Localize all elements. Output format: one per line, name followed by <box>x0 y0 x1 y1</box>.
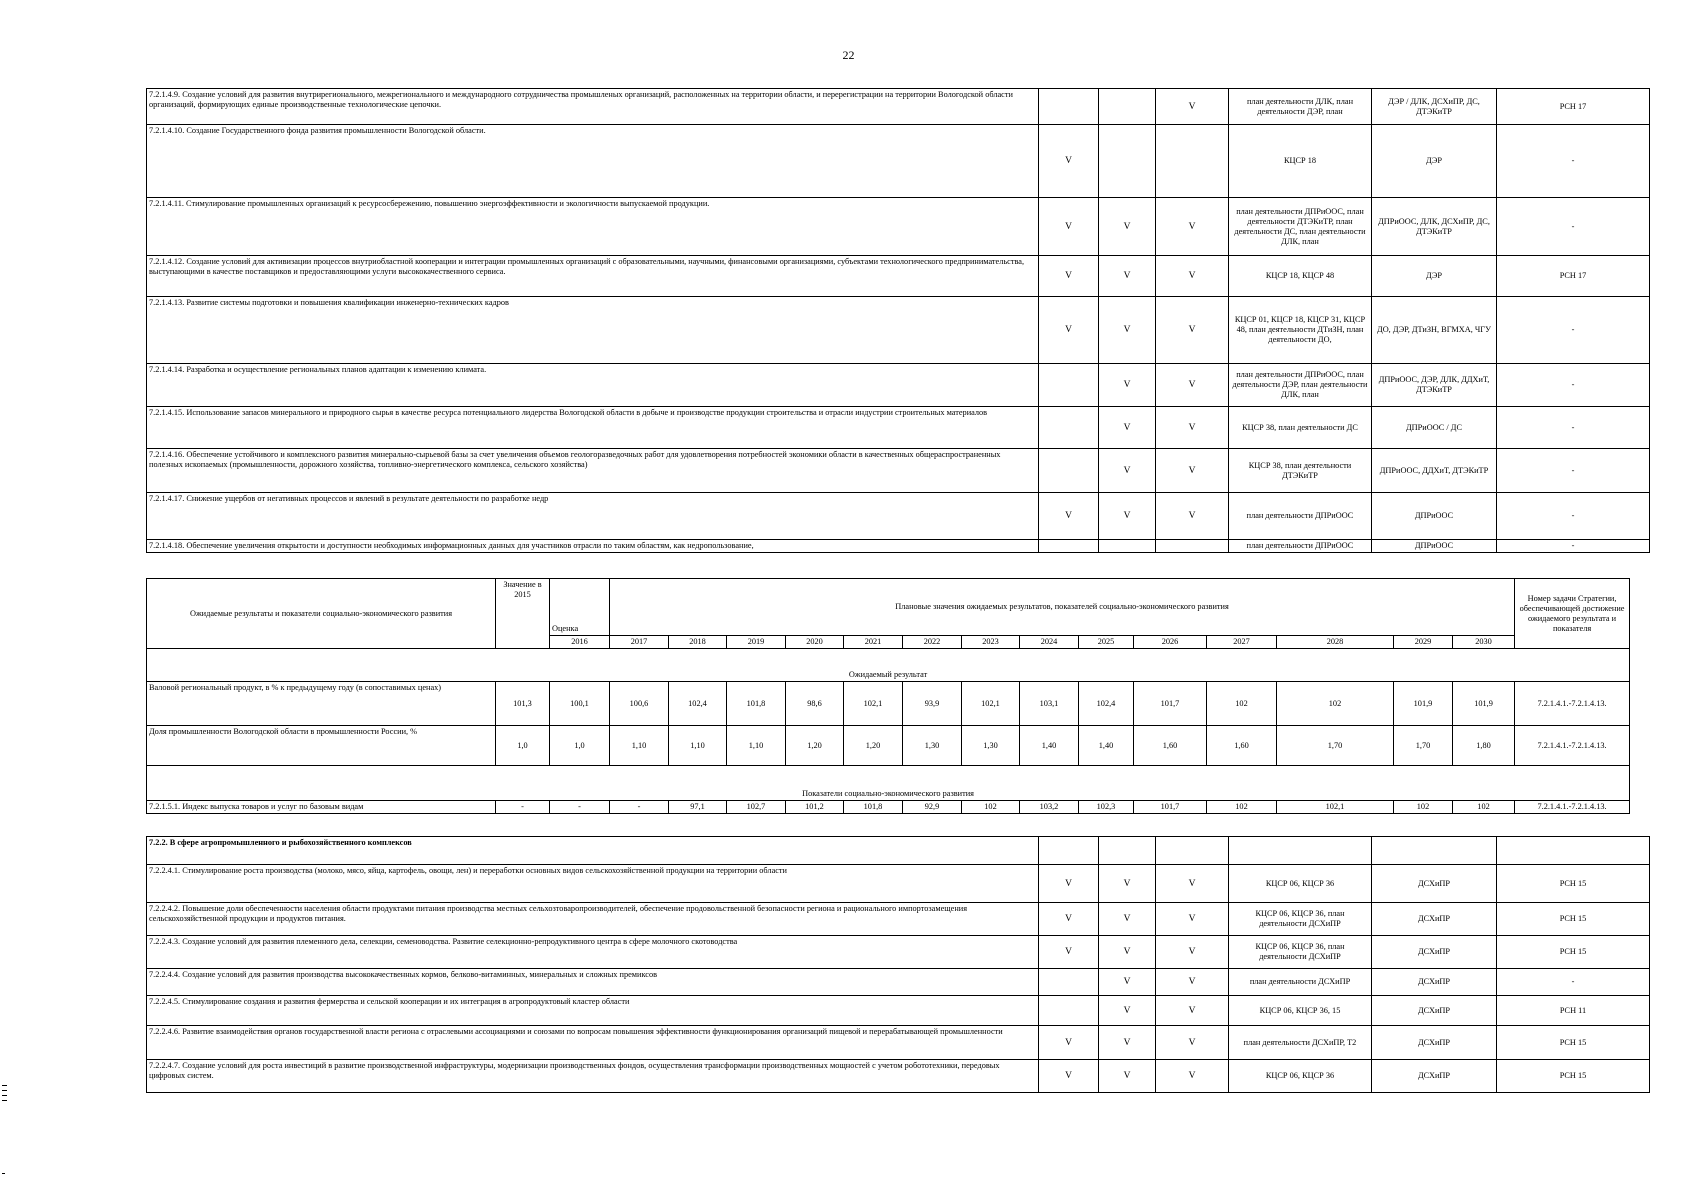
mark-2015-2020 <box>1039 407 1099 449</box>
task-number-header: Номер задачи Стратегии, обеспечивающей достижение ожидаемого результата и показателя <box>1515 579 1630 649</box>
task-risk: - <box>1497 297 1650 364</box>
task-executor: ДЭР <box>1372 256 1497 297</box>
task-executor: ДПРиООС <box>1372 493 1497 540</box>
year-header: 2016 <box>550 636 610 649</box>
mark-2026-2030: V <box>1156 449 1229 493</box>
task-source: КЦСР 06, КЦСР 36 <box>1229 865 1372 903</box>
task-risk: - <box>1497 493 1650 540</box>
year-value: 102,1 <box>1277 800 1394 813</box>
task-source: КЦСР 38, план деятельности ДТЭКиТР <box>1229 449 1372 493</box>
year-value: 101,8 <box>844 800 903 813</box>
year-value: 98,6 <box>786 682 844 726</box>
year-value: 1,60 <box>1207 726 1277 766</box>
year-header: 2019 <box>727 636 786 649</box>
task-executor: ДПРиООС / ДС <box>1372 407 1497 449</box>
year-value: 101,2 <box>786 800 844 813</box>
task-executor: ДПРиООС, ДЭР, ДЛК, ДДХиТ, ДТЭКиТР <box>1372 364 1497 407</box>
task-text: 7.2.1.4.11. Стимулирование промышленных организаций к ресурсосбережению, повышению энергоэффективности и экологичности выпускаемой продукции. <box>147 198 1039 256</box>
task-source: КЦСР 18 <box>1229 125 1372 198</box>
year-value: 1,60 <box>1134 726 1207 766</box>
task-risk: - <box>1497 969 1650 996</box>
value-2015: - <box>496 800 550 813</box>
year-header: 2018 <box>669 636 727 649</box>
task-source: КЦСР 06, КЦСР 36, 15 <box>1229 996 1372 1026</box>
task-executor: ДЭР / ДЛК, ДСХиПР, ДС, ДТЭКиТР <box>1372 89 1497 125</box>
task-source: план деятельности ДПРиООС, план деятельности ДЭР, план деятельности ДЛК, план <box>1229 364 1372 407</box>
year-value: 1,20 <box>786 726 844 766</box>
year-value: 1,70 <box>1394 726 1453 766</box>
results-label-header: Ожидаемые результаты и показатели социально-экономического развития <box>147 579 496 649</box>
task-text: 7.2.2.4.6. Развитие взаимодействия органов государственной власти региона с отраслевыми ассоциациями и союзами по вопросам повышения эффективности функционирования организаций пищевой и перерабатывающей промышленности <box>147 1026 1039 1060</box>
value-2015-header: Значение в 2015 <box>496 579 550 649</box>
task-executor: ДЭР <box>1372 125 1497 198</box>
task-source: план деятельности ДПРиООС <box>1229 493 1372 540</box>
task-executor: ДСХиПР <box>1372 865 1497 903</box>
task-text: 7.2.1.4.18. Обеспечение увеличения открытости и доступности необходимых информационных данных для участников отрасли по таким областям, как недропользование, <box>147 540 1039 553</box>
task-row <box>147 1060 1650 1093</box>
mark-2026-2030: V <box>1156 297 1229 364</box>
task-source: план деятельности ДСХиПР, Т2 <box>1229 1026 1372 1060</box>
year-value: 102 <box>1277 682 1394 726</box>
task-executor: ДО, ДЭР, ДТиЗН, ВГМХА, ЧГУ <box>1372 297 1497 364</box>
task-source: КЦСР 01, КЦСР 18, КЦСР 31, КЦСР 48, план деятельности ДТиЗН, план деятельности ДО, <box>1229 297 1372 364</box>
binding-mark <box>2 1173 5 1174</box>
task-row <box>147 969 1650 996</box>
year-value: 101,7 <box>1134 682 1207 726</box>
task-risk: - <box>1497 364 1650 407</box>
mark-2021-2025: V <box>1099 936 1156 969</box>
year-value: 102 <box>1453 800 1515 813</box>
year-value: 1,70 <box>1277 726 1394 766</box>
task-risk: РСН 17 <box>1497 256 1650 297</box>
mark-2021-2025: V <box>1099 969 1156 996</box>
task-risk: - <box>1497 198 1650 256</box>
mark-2021-2025: V <box>1099 996 1156 1026</box>
task-text: 7.2.1.4.12. Создание условий для активизации процессов внутриобластной кооперации и интеграции промышленных организаций с образовательными, научными, финансовыми организациями, субъектами технологического предпринимательства, выступающими в качестве поставщиков и предоставляющими услуги высококачественного сервиса. <box>147 256 1039 297</box>
year-value: - <box>610 800 669 813</box>
year-value: 101,9 <box>1453 682 1515 726</box>
task-executor: ДСХиПР <box>1372 903 1497 936</box>
task-source: план деятельности ДЛК, план деятельности ДЭР, план <box>1229 89 1372 125</box>
year-value: 93,9 <box>903 682 962 726</box>
task-risk: РСН 15 <box>1497 903 1650 936</box>
task-risk: - <box>1497 449 1650 493</box>
task-risk: - <box>1497 407 1650 449</box>
year-value: 102 <box>962 800 1020 813</box>
task-source: КЦСР 06, КЦСР 36, план деятельности ДСХиПР <box>1229 903 1372 936</box>
task-risk: РСН 17 <box>1497 89 1650 125</box>
mark-2015-2020 <box>1039 449 1099 493</box>
task-text: 7.2.1.4.15. Использование запасов минерального и природного сырья в качестве ресурса потенциального лидерства Вологодской области в добыче и производстве продукции строительства и отрасли индустрии строительных материалов <box>147 407 1039 449</box>
planned-values-header: Плановые значения ожидаемых результатов, показателей социально-экономического развития <box>610 579 1515 636</box>
mark-2015-2020 <box>1039 540 1099 553</box>
year-value: 1,40 <box>1079 726 1134 766</box>
indicator-row <box>147 726 1630 766</box>
year-value: 103,2 <box>1020 800 1079 813</box>
task-text: 7.2.2.4.1. Стимулирование роста производства (молоко, мясо, яйца, картофель, овощи, лен) и переработки основных видов сельскохозяйственной продукции на территории области <box>147 865 1039 903</box>
task-source: план деятельности ДПРиООС, план деятельности ДТЭКиТР, план деятельности ДС, план деятельности ДЛК, план <box>1229 198 1372 256</box>
mark-2026-2030: V <box>1156 256 1229 297</box>
year-value: 1,10 <box>727 726 786 766</box>
year-value: 1,0 <box>550 726 610 766</box>
mark-2021-2025 <box>1099 89 1156 125</box>
year-value: 1,40 <box>1020 726 1079 766</box>
indicators-label: Показатели социально-экономического развития <box>147 788 1630 801</box>
task-executor: ДСХиПР <box>1372 1026 1497 1060</box>
mark-2015-2020: V <box>1039 903 1099 936</box>
task-risk: РСН 15 <box>1497 1060 1650 1093</box>
year-value: 103,1 <box>1020 682 1079 726</box>
year-header: 2023 <box>962 636 1020 649</box>
year-value: 102,1 <box>844 682 903 726</box>
task-text: 7.2.1.4.9. Создание условий для развития внутрирегионального, межрегионального и международного сотрудничества промышленых организаций, расположенных на территории области, и перерегистрации на территории Вологодской области организаций, формирующих единые производственные технологические цепочки. <box>147 89 1039 125</box>
task-risk: - <box>1497 540 1650 553</box>
task-row <box>147 903 1650 936</box>
mark-2021-2025: V <box>1099 1026 1156 1060</box>
mark-2021-2025: V <box>1099 903 1156 936</box>
mark-2021-2025: V <box>1099 364 1156 407</box>
binding-mark <box>2 1100 7 1101</box>
year-value: 102,1 <box>962 682 1020 726</box>
task-reference: 7.2.1.4.1.-7.2.1.4.13. <box>1515 800 1630 813</box>
year-value: 1,30 <box>903 726 962 766</box>
mark-2015-2020 <box>1039 364 1099 407</box>
task-risk: РСН 15 <box>1497 865 1650 903</box>
tasks-table-bottom <box>146 836 1650 1093</box>
task-risk: РСН 15 <box>1497 936 1650 969</box>
mark-2015-2020: V <box>1039 256 1099 297</box>
mark-2015-2020: V <box>1039 1026 1099 1060</box>
year-header: 2021 <box>844 636 903 649</box>
task-text: 7.2.2.4.3. Создание условий для развития племенного дела, селекции, семеноводства. Развитие селекционно-репродуктивного центра в сфере молочного скотоводства <box>147 936 1039 969</box>
indicator-label: Валовой региональный продукт, в % к предыдущему году (в сопоставимых ценах) <box>147 682 496 726</box>
task-row <box>147 256 1650 297</box>
year-value: 102,4 <box>669 682 727 726</box>
task-risk: РСН 15 <box>1497 1026 1650 1060</box>
mark-2015-2020: V <box>1039 936 1099 969</box>
page-number: 22 <box>842 48 855 62</box>
task-row <box>147 297 1650 364</box>
task-source: план деятельности ДСХиПР <box>1229 969 1372 996</box>
year-value: 102,3 <box>1079 800 1134 813</box>
indicator-label: 7.2.1.5.1. Индекс выпуска товаров и услуг по базовым видам <box>147 800 496 813</box>
year-value: - <box>550 800 610 813</box>
year-header: 2020 <box>786 636 844 649</box>
year-header: 2025 <box>1079 636 1134 649</box>
task-reference: 7.2.1.4.1.-7.2.1.4.13. <box>1515 682 1630 726</box>
year-header: 2022 <box>903 636 962 649</box>
mark-2026-2030 <box>1156 540 1229 553</box>
section-title: 7.2.2. В сфере агропромышленного и рыбохозяйственного комплексов <box>147 837 1039 865</box>
year-header: 2029 <box>1394 636 1453 649</box>
mark-2026-2030: V <box>1156 969 1229 996</box>
mark-2026-2030: V <box>1156 407 1229 449</box>
year-header: 2028 <box>1277 636 1394 649</box>
task-risk: РСН 11 <box>1497 996 1650 1026</box>
task-executor: ДСХиПР <box>1372 969 1497 996</box>
task-executor: ДСХиПР <box>1372 996 1497 1026</box>
task-executor: ДПРиООС, ДДХиТ, ДТЭКиТР <box>1372 449 1497 493</box>
mark-2021-2025 <box>1099 540 1156 553</box>
year-header: 2027 <box>1207 636 1277 649</box>
task-row <box>147 125 1650 198</box>
mark-2021-2025: V <box>1099 865 1156 903</box>
estimate-header: Оценка <box>550 579 610 636</box>
indicator-row <box>147 682 1630 726</box>
task-executor: ДСХиПР <box>1372 1060 1497 1093</box>
task-text: 7.2.1.4.13. Развитие системы подготовки и повышения квалификации инженерно-технических кадров <box>147 297 1039 364</box>
year-value: 102,7 <box>727 800 786 813</box>
task-source: КЦСР 06, КЦСР 36 <box>1229 1060 1372 1093</box>
mark-2021-2025: V <box>1099 297 1156 364</box>
task-executor: ДПРиООС, ДЛК, ДСХиПР, ДС, ДТЭКиТР <box>1372 198 1497 256</box>
binding-mark <box>2 1095 7 1096</box>
mark-2026-2030: V <box>1156 1026 1229 1060</box>
year-value: 1,20 <box>844 726 903 766</box>
year-value: 1,30 <box>962 726 1020 766</box>
indicator-row <box>147 800 1630 813</box>
year-value: 101,9 <box>1394 682 1453 726</box>
year-value: 1,80 <box>1453 726 1515 766</box>
year-header: 2030 <box>1453 636 1515 649</box>
task-row <box>147 996 1650 1026</box>
mark-2026-2030: V <box>1156 364 1229 407</box>
mark-2026-2030: V <box>1156 89 1229 125</box>
task-source: КЦСР 38, план деятельности ДС <box>1229 407 1372 449</box>
mark-2021-2025: V <box>1099 407 1156 449</box>
mark-2015-2020: V <box>1039 198 1099 256</box>
task-executor: ДСХиПР <box>1372 936 1497 969</box>
mark-2015-2020: V <box>1039 493 1099 540</box>
value-2015: 1,0 <box>496 726 550 766</box>
year-value: 100,1 <box>550 682 610 726</box>
year-value: 100,6 <box>610 682 669 726</box>
mark-2021-2025: V <box>1099 1060 1156 1093</box>
task-row <box>147 936 1650 969</box>
value-2015: 101,3 <box>496 682 550 726</box>
year-value: 102 <box>1207 800 1277 813</box>
binding-mark <box>2 1090 7 1091</box>
task-text: 7.2.2.4.5. Стимулирование создания и развития фермерства и сельской кооперации и их интеграция в агропродуктовый кластер области <box>147 996 1039 1026</box>
task-source: КЦСР 18, КЦСР 48 <box>1229 256 1372 297</box>
year-value: 1,10 <box>669 726 727 766</box>
task-text: 7.2.1.4.17. Снижение ущербов от негативных процессов и явлений в результате деятельности по разработке недр <box>147 493 1039 540</box>
task-row <box>147 407 1650 449</box>
mark-2026-2030: V <box>1156 903 1229 936</box>
year-value: 101,7 <box>1134 800 1207 813</box>
task-text: 7.2.2.4.7. Создание условий для роста инвестиций в развитие производственной инфраструктуры, модернизации производственных фондов, осуществления трансформации производственных мощностей с учетом робототехники, передовых цифровых систем. <box>147 1060 1039 1093</box>
mark-2015-2020: V <box>1039 865 1099 903</box>
task-source: КЦСР 06, КЦСР 36, план деятельности ДСХиПР <box>1229 936 1372 969</box>
task-reference: 7.2.1.4.1.-7.2.1.4.13. <box>1515 726 1630 766</box>
task-text: 7.2.1.4.14. Разработка и осуществление региональных планов адаптации к изменению климата. <box>147 364 1039 407</box>
tasks-table-top <box>146 88 1650 553</box>
mark-2026-2030: V <box>1156 936 1229 969</box>
binding-mark <box>2 1085 7 1086</box>
mark-2015-2020: V <box>1039 1060 1099 1093</box>
year-header: 2024 <box>1020 636 1079 649</box>
task-text: 7.2.2.4.4. Создание условий для развития производства высококачественных кормов, белково-витаминных, минеральных и сложных премиксов <box>147 969 1039 996</box>
year-value: 1,10 <box>610 726 669 766</box>
results-table <box>146 578 1630 814</box>
task-source: план деятельности ДПРиООС <box>1229 540 1372 553</box>
task-row <box>147 89 1650 125</box>
task-row <box>147 865 1650 903</box>
mark-2015-2020 <box>1039 996 1099 1026</box>
task-text: 7.2.1.4.16. Обеспечение устойчивого и комплексного развития минерально-сырьевой базы за счет увеличения объемов геологоразведочных работ для удовлетворения потребностей экономики области в качественных общераспространенных полезных ископаемых (промышленности, дорожного хозяйства, топливно-энергетического комплекса, сельского хозяйства) <box>147 449 1039 493</box>
mark-2021-2025: V <box>1099 256 1156 297</box>
task-row <box>147 364 1650 407</box>
year-header: 2026 <box>1134 636 1207 649</box>
year-header: 2017 <box>610 636 669 649</box>
mark-2021-2025: V <box>1099 198 1156 256</box>
expected-result-label: Ожидаемый результат <box>147 669 1630 682</box>
year-value: 92,9 <box>903 800 962 813</box>
task-row <box>147 1026 1650 1060</box>
mark-2026-2030: V <box>1156 1060 1229 1093</box>
mark-2026-2030 <box>1156 125 1229 198</box>
mark-2015-2020: V <box>1039 125 1099 198</box>
year-value: 102 <box>1207 682 1277 726</box>
mark-2021-2025: V <box>1099 449 1156 493</box>
task-row <box>147 540 1650 553</box>
task-row <box>147 198 1650 256</box>
task-text: 7.2.1.4.10. Создание Государственного фонда развития промышленности Вологодской области. <box>147 125 1039 198</box>
task-risk: - <box>1497 125 1650 198</box>
mark-2026-2030: V <box>1156 996 1229 1026</box>
task-row <box>147 449 1650 493</box>
mark-2021-2025: V <box>1099 493 1156 540</box>
task-row <box>147 493 1650 540</box>
mark-2021-2025 <box>1099 125 1156 198</box>
mark-2015-2020: V <box>1039 297 1099 364</box>
year-value: 101,8 <box>727 682 786 726</box>
indicator-label: Доля промышленности Вологодской области в промышленности России, % <box>147 726 496 766</box>
mark-2015-2020 <box>1039 969 1099 996</box>
task-text: 7.2.2.4.2. Повышение доли обеспеченности населения области продуктами питания производства местных сельхозтоваропроизводителей, обеспечение продовольственной безопасности региона и рационального импортозамещения сельскохозяйственной продукции и продуктов питания. <box>147 903 1039 936</box>
mark-2026-2030: V <box>1156 493 1229 540</box>
year-value: 97,1 <box>669 800 727 813</box>
mark-2026-2030: V <box>1156 865 1229 903</box>
mark-2015-2020 <box>1039 89 1099 125</box>
mark-2026-2030: V <box>1156 198 1229 256</box>
task-executor: ДПРиООС <box>1372 540 1497 553</box>
year-value: 102 <box>1394 800 1453 813</box>
year-value: 102,4 <box>1079 682 1134 726</box>
